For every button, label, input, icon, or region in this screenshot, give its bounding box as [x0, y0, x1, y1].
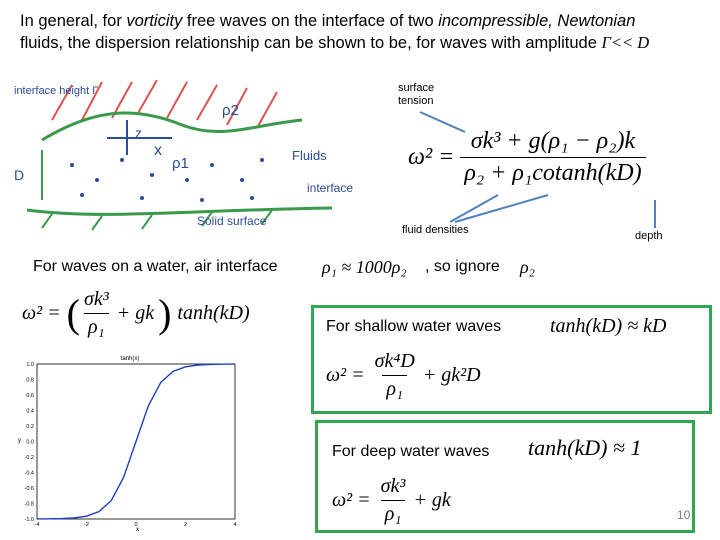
- slide-number: 10: [677, 508, 691, 522]
- main-dispersion-equation: ω² = $\frac{\text{σk³ + g(ρ₁ − ρ₂)k}}{\text{ρ₂ + ρ₁cotanh(kD)}}$: [408, 128, 646, 187]
- y-tick-label: -0.2: [24, 455, 34, 461]
- solid-surface-line: [27, 208, 332, 214]
- tanh-series-line: [37, 364, 235, 519]
- x-tick-label: 2: [183, 522, 188, 528]
- surface-tension-label: surface tension: [398, 82, 435, 107]
- shallow-water-box: [311, 305, 712, 414]
- x-tick-label: -2: [84, 522, 89, 528]
- y-tick-label: -1.0: [24, 517, 34, 523]
- deep-water-box: [315, 420, 695, 533]
- densities-arrow-2: [455, 195, 548, 222]
- air-water-equation: ω² = ( $\frac{\text{σk³}}{\text{ρ₁}}$ + gk ) tanh(kD): [22, 288, 250, 338]
- so-ignore-text: , so ignore: [425, 258, 500, 275]
- shallow-equation: ω² = $\frac{\text{σk⁴D}}{\text{ρ₁}}$ + gk²D: [326, 350, 481, 400]
- y-tick-label: -0.4: [24, 470, 34, 477]
- ignored-density: ρ₂: [520, 257, 535, 277]
- plot-title: tanh(x): [120, 356, 140, 362]
- intro-line-2: fluids, the dispersion relationship can be shown to be, for waves with amplitude Γ<< D: [20, 33, 650, 52]
- y-tick-label: 0.4: [26, 408, 34, 415]
- fluids-label: Fluids: [292, 148, 327, 163]
- z-label: z: [135, 125, 142, 141]
- y-tick-label: -0.8: [24, 501, 34, 508]
- fluid-densities-label: fluid densities: [402, 224, 469, 236]
- y-tick-label: 0.6: [26, 393, 34, 399]
- density-ratio: ρ₁ ≈ 1000ρ₂: [322, 257, 407, 277]
- lower-fluid-dots: [70, 158, 264, 202]
- rho2-label: ρ2: [222, 102, 239, 119]
- interface-sketch: [12, 80, 377, 235]
- y-tick-label: 0.2: [26, 424, 34, 430]
- x-tick-label: 0: [134, 522, 138, 528]
- densities-arrow-1: [450, 195, 498, 222]
- rho1-label: ρ1: [172, 155, 189, 172]
- x-tick-label: -4: [34, 522, 40, 528]
- intro-line-1: In general, for vorticity free waves on the interface of two incompressible, Newtonian: [20, 12, 636, 30]
- interface-height-label: interface height Γ: [14, 85, 99, 97]
- amplitude-condition: Γ<< D: [601, 33, 650, 52]
- solid-surface-label: Solid surface: [197, 214, 267, 228]
- depth-D-label: D: [14, 167, 25, 183]
- tanh-plot: [12, 352, 242, 532]
- y-tick-labels: [25, 362, 34, 523]
- intro-text: [20, 10, 715, 54]
- y-tick-label: 0.8: [26, 377, 34, 384]
- x-tick-label: 4: [233, 522, 237, 528]
- x-label: x: [154, 142, 162, 159]
- plot-xlabel: x: [136, 527, 139, 532]
- interface-label: interface: [307, 181, 354, 195]
- y-tick-label: -0.6: [24, 486, 34, 492]
- y-tick-label: 0.0: [26, 439, 34, 446]
- deep-label: For deep water waves: [332, 443, 490, 460]
- y-tick-label: 1.0: [26, 362, 34, 368]
- deep-equation: ω² = $\frac{\text{σk³}}{\text{ρ₁}}$ + gk: [332, 475, 451, 525]
- deep-approx: tanh(kD) ≈ 1: [528, 435, 642, 460]
- depth-label: depth: [635, 230, 663, 242]
- plot-ylabel: y: [18, 438, 21, 444]
- shallow-approx: tanh(kD) ≈ kD: [550, 315, 667, 337]
- shallow-label: For shallow water waves: [326, 318, 502, 335]
- air-water-label: For waves on a water, air interface: [33, 258, 278, 275]
